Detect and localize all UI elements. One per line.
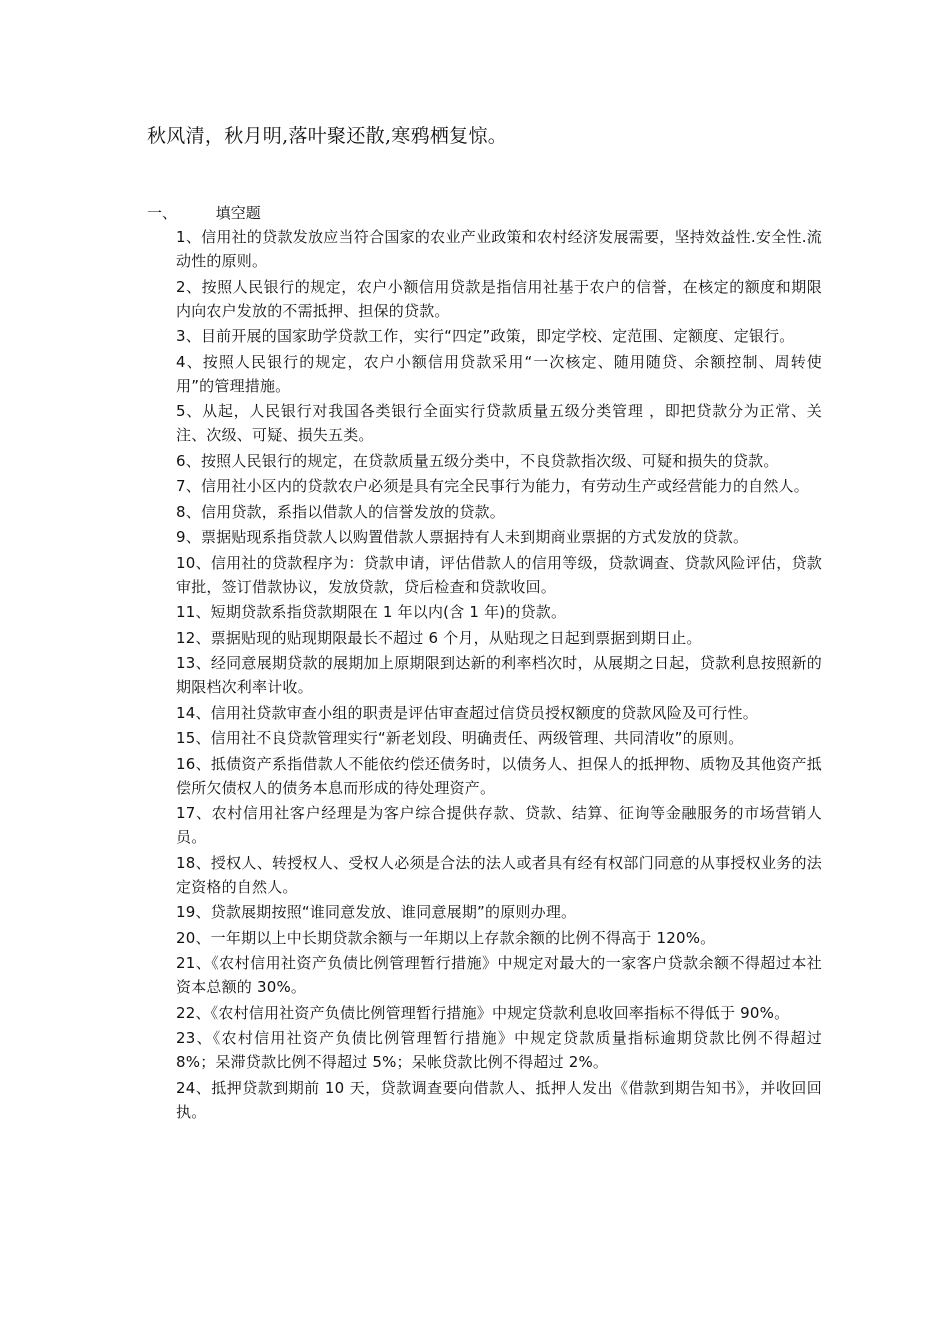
poem-line: 秋风清，秋月明,落叶聚还散,寒鸦栖复惊。 [147, 125, 508, 147]
question-item: 15、信用社不良贷款管理实行“新老划段、明确责任、两级管理、共同清收”的原则。 [176, 729, 744, 747]
question-item: 1、信用社的贷款发放应当符合国家的农业产业政策和农村经济发展需要，坚持效益性.安全性.流动性的原则。 [176, 228, 822, 270]
question-item: 21、《农村信用社资产负债比例管理暂行措施》中规定对最大的一家客户贷款余额不得超过本社资本总额的 30%。 [176, 954, 822, 996]
question-item: 24、抵押贷款到期前 10 天，贷款调查要向借款人、抵押人发出《借款到期告知书》，并收回回执。 [176, 1078, 822, 1121]
question-item: 3、目前开展的国家助学贷款工作，实行“四定”政策，即定学校、定范围、定额度、定银行。 [176, 327, 795, 345]
question-item: 17、农村信用社客户经理是为客户综合提供存款、贷款、结算、征询等金融服务的市场营销人员。 [176, 804, 822, 846]
question-item: 20、一年期以上中长期贷款余额与一年期以上存款余额的比例不得高于 120%。 [176, 928, 716, 947]
question-item: 4、按照人民银行的规定，农户小额信用贷款采用“一次核定、随用随贷、余额控制、周转使用”的管理措施。 [176, 352, 822, 395]
section-heading [147, 202, 261, 224]
section-number: 一、 [147, 204, 178, 222]
question-item: 22、《农村信用社资产负债比例管理暂行措施》中规定贷款利息收回率指标不得低于 90%。 [176, 1003, 790, 1022]
question-item: 23、《农村信用社资产负债比例管理暂行措施》中规定贷款质量指标逾期贷款比例不得超过 8%；呆滞贷款比例不得超过 5%；呆帐贷款比例不得超过 2%。 [176, 1029, 822, 1071]
question-item: 16、抵债资产系指借款人不能依约偿还债务时，以债务人、担保人的抵押物、质物及其他资产抵偿所欠债权人的债务本息而形成的待处理资产。 [176, 754, 822, 797]
question-item: 9、票据贴现系指贷款人以购置借款人票据持有人未到期商业票据的方式发放的贷款。 [176, 528, 749, 546]
question-item: 2、按照人民银行的规定，农户小额信用贷款是指信用社基于农户的信誉，在核定的额度和期限内向农户发放的不需抵押、担保的贷款。 [176, 277, 822, 320]
section-title: 填空题 [215, 204, 261, 222]
question-list [176, 225, 822, 1125]
question-item: 6、按照人民银行的规定，在贷款质量五级分类中，不良贷款指次级、可疑和损失的贷款。 [176, 451, 779, 470]
question-item: 5、从起，人民银行对我国各类银行全面实行贷款质量五级分类管理 ，即把贷款分为正常、关注、次级、可疑、损失五类。 [176, 402, 822, 444]
question-item: 18、授权人、转授权人、受权人必须是合法的法人或者具有经有权部门同意的从事授权业务的法定资格的自然人。 [176, 853, 822, 896]
question-item: 10、信用社的贷款程序为：贷款申请，评估借款人的信用等级，贷款调查、贷款风险评估，贷款审批，签订借款协议，发放贷款，贷后检查和贷款收回。 [176, 553, 822, 596]
question-item: 14、信用社贷款审查小组的职责是评估审查超过信贷员授权额度的贷款风险及可行性。 [176, 703, 758, 722]
question-item: 8、信用贷款，系指以借款人的信誉发放的贷款。 [176, 502, 505, 521]
question-item: 11、短期贷款系指贷款期限在 1 年以内(含 1 年)的贷款。 [176, 603, 567, 621]
question-item: 7、信用社小区内的贷款农户必须是具有完全民事行为能力，有劳动生产或经营能力的自然人。 [176, 477, 809, 495]
question-item: 19、贷款展期按照“谁同意发放、谁同意展期”的原则办理。 [176, 903, 577, 921]
question-item: 13、经同意展期贷款的展期加上原期限到达新的利率档次时，从展期之日起，贷款利息按照新的期限档次利率计收。 [176, 654, 822, 696]
question-item: 12、票据贴现的贴现期限最长不超过 6 个月，从贴现之日起到票据到期日止。 [176, 628, 702, 647]
